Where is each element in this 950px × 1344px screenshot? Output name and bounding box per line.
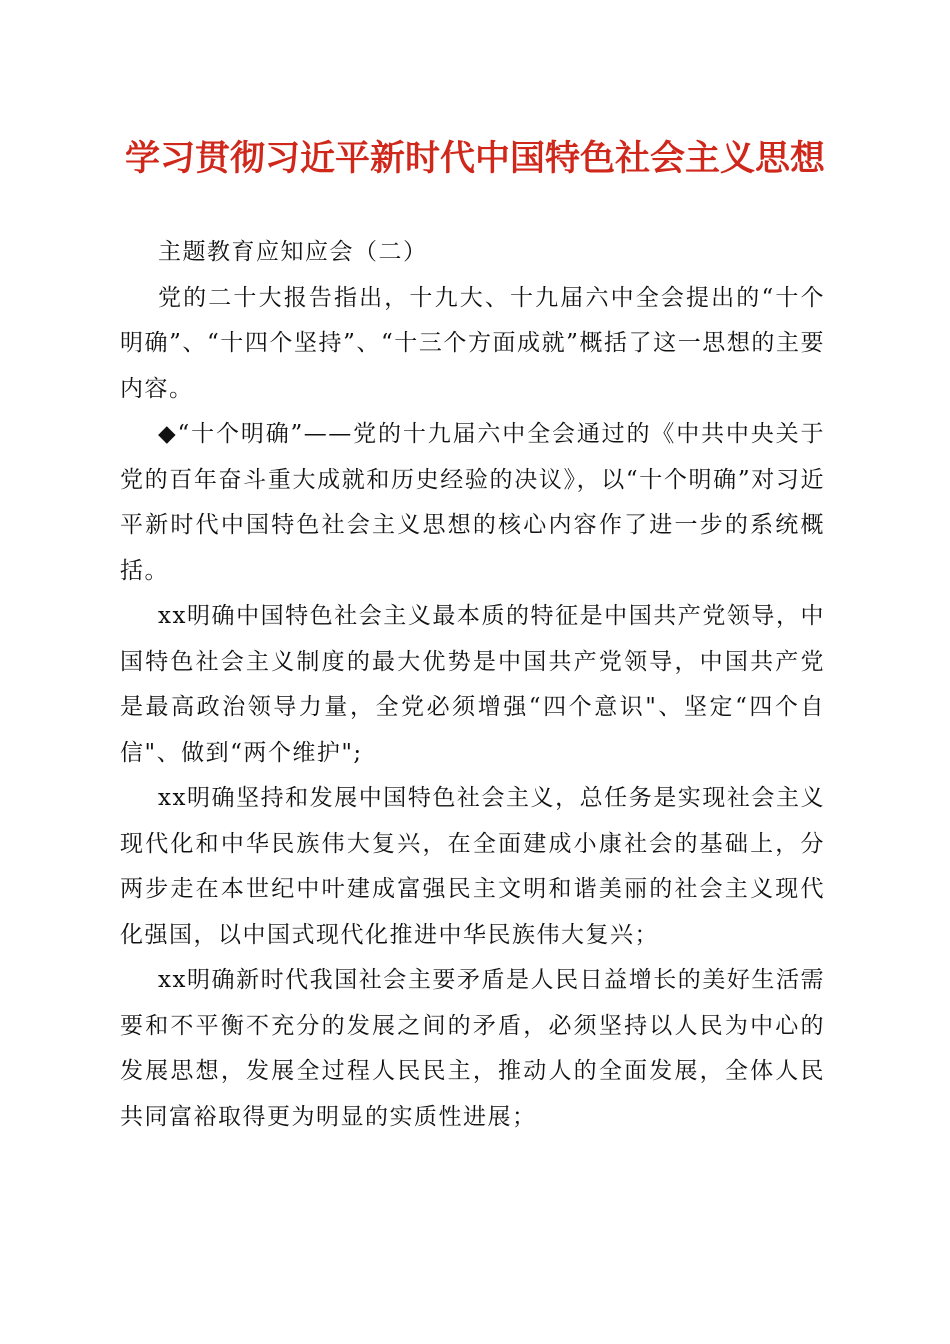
ten-clarifications-paragraph: ◆“十个明确”——党的十九届六中全会通过的《中共中央关于党的百年奋斗重大成就和历史经验的决议》，以“十个明确”对习近平新时代中国特色社会主义思想的核心内容作了进一步的系统概括。	[120, 421, 825, 584]
document-title: 学习贯彻习近平新时代中国特色社会主义思想	[124, 138, 825, 179]
subtitle-paragraph: 主题教育应知应会（二）	[158, 239, 428, 265]
document-body	[120, 230, 825, 1140]
clarification-paragraph-2: xx明确坚持和发展中国特色社会主义，总任务是实现社会主义现代化和中华民族伟大复兴，在全面建成小康社会的基础上，分两步走在本世纪中叶建成富强民主文明和谐美丽的社会主义现代化强国，以中国式现代化推进中华民族伟大复兴；	[120, 785, 825, 948]
clarification-paragraph-1: xx明确中国特色社会主义最本质的特征是中国共产党领导，中国特色社会主义制度的最大优势是中国共产党领导，中国共产党是最高政治领导力量，全党必须增强“四个意识"、坚定“四个自信"、做到“两个维护";	[120, 603, 825, 766]
intro-paragraph: 党的二十大报告指出，十九大、十九届六中全会提出的“十个明确”、“十四个坚持”、“十三个方面成就”概括了这一思想的主要内容。	[120, 284, 825, 402]
clarification-paragraph-3: xx明确新时代我国社会主要矛盾是人民日益增长的美好生活需要和不平衡不充分的发展之间的矛盾，必须坚持以人民为中心的发展思想，发展全过程人民民主，推动人的全面发展，全体人民共同富裕取得更为明显的实质性进展；	[120, 967, 825, 1130]
